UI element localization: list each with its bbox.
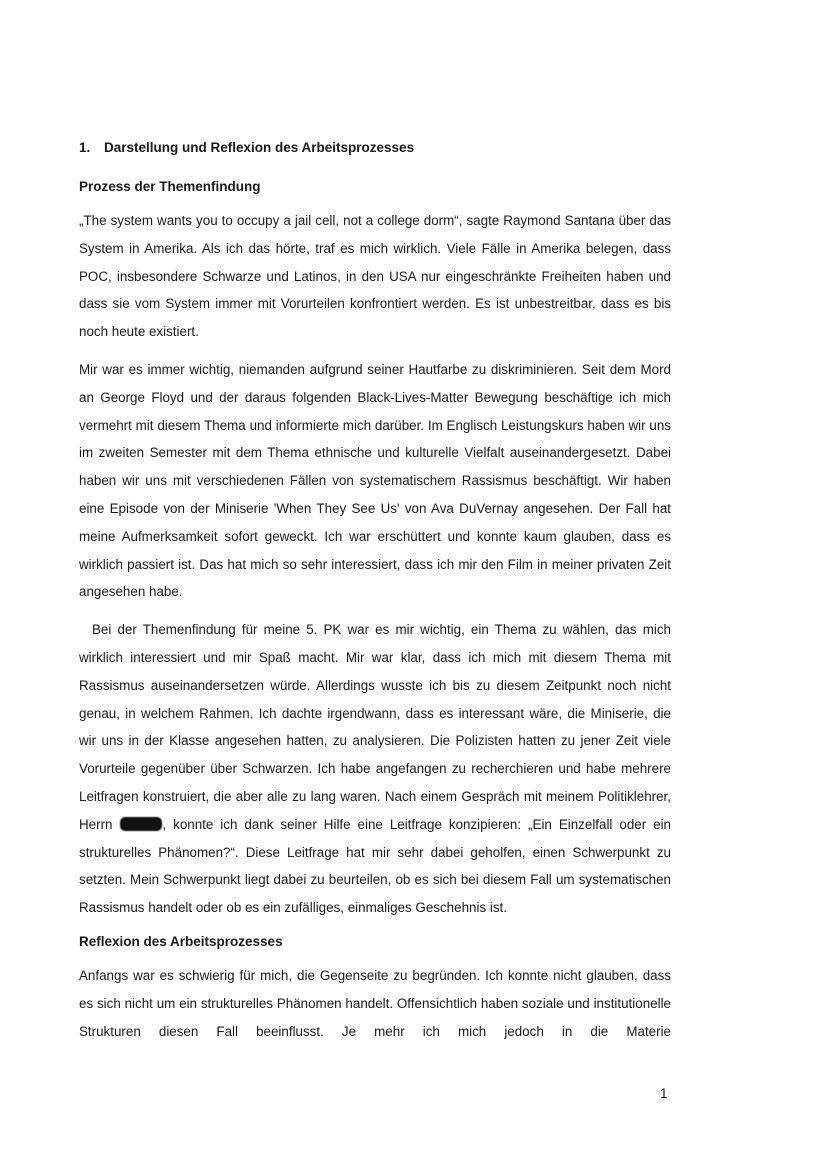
subsection-heading-reflexion: Reflexion des Arbeitsprozesses <box>79 933 283 949</box>
paragraph-1: „The system wants you to occupy a jail cell, not a college dorm“, sagte Raymond Santana über das System in Amerika. Als ich das hörte, traf es mich wirklich. Viele Fälle in Amerika belegen, dass POC, insbesondere Schwarze und Latinos, in den USA nur eingeschränkte Freiheiten haben und dass sie vom System immer mit Vorurteilen konfrontiert werden. Es ist unbestreitbar, dass es bis noch heute existiert. <box>79 213 671 340</box>
paragraph-3 <box>79 616 671 922</box>
section-title: Darstellung und Reflexion des Arbeitsprozesses <box>104 140 415 155</box>
paragraph-2: Mir war es immer wichtig, niemanden aufgrund seiner Hautfarbe zu diskriminieren. Seit dem Mord an George Floyd und der daraus folgenden Black-Lives-Matter Bewegung beschäftige ich mich vermehrt mit diesem Thema und informierte mich darüber. Im Englisch Leistungskurs haben wir uns im zweiten Semester mit dem Thema ethnische und kulturelle Vielfalt auseinandergesetzt. Dabei haben wir uns mit verschiedenen Fällen von systematischem Rassismus beschäftigt. Wir haben eine Episode von der Miniserie 'When They See Us' von Ava DuVernay angesehen. Der Fall hat meine Aufmerksamkeit sofort geweckt. Ich war erschüttert und konnte kaum glauben, dass es wirklich passiert ist. Das hat mich so sehr interessiert, dass ich mir den Film in meiner privaten Zeit angesehen habe. <box>79 361 671 600</box>
redacted-name-mark <box>120 817 162 831</box>
paragraph-4: Anfangs war es schwierig für mich, die Gegenseite zu begründen. Ich konnte nicht glauben, dass es sich nicht um ein strukturelles Phänomen handelt. Offensichtlich haben soziale und institutionelle Strukturen diesen Fall beeinflusst. Je mehr ich mich jedoch in die Materie <box>79 967 671 1039</box>
paragraph-3-text-before: Bei der Themenfindung für meine 5. PK war es mir wichtig, ein Thema zu wählen, das mich wirklich interessiert und mir Spaß macht. Mir war klar, dass ich mich mit diesem Thema mit Rassismus auseinandersetzen würde. Allerdings wusste ich bis zu diesem Zeitpunkt noch nicht genau, in welchem Rahmen. Ich dachte irgendwann, dass es interessant wäre, die Miniserie, die wir uns in der Klasse angesehen hatten, zu analysieren. Die Polizisten hatten zu jener Zeit viele Vorurteile gegenüber über Schwarzen. Ich habe angefangen zu recherchieren und habe mehrere Leitfragen konstruiert, die aber alle zu lang waren. Nach einem Gespräch mit meinem Politiklehrer, Herrn <box>79 622 671 832</box>
paragraph-3-text-after: , konnte ich dank seiner Hilfe eine Leitfrage konzipieren: „Ein Einzelfall oder ein strukturelles Phänomen?“. Diese Leitfrage hat mir sehr dabei geholfen, einen Schwerpunkt zu setzten. Mein Schwerpunkt liegt dabei zu beurteilen, ob es sich bei diesem Fall um systematischen Rassismus handelt oder ob es ein zufälliges, einmaliges Geschehnis ist. <box>79 816 671 916</box>
section-number: 1. <box>79 140 91 155</box>
page-content <box>79 138 671 1055</box>
subsection-heading-themenfindung: Prozess der Themenfindung <box>79 179 261 194</box>
page-number: 1 <box>660 1086 668 1101</box>
section-heading <box>79 138 671 158</box>
